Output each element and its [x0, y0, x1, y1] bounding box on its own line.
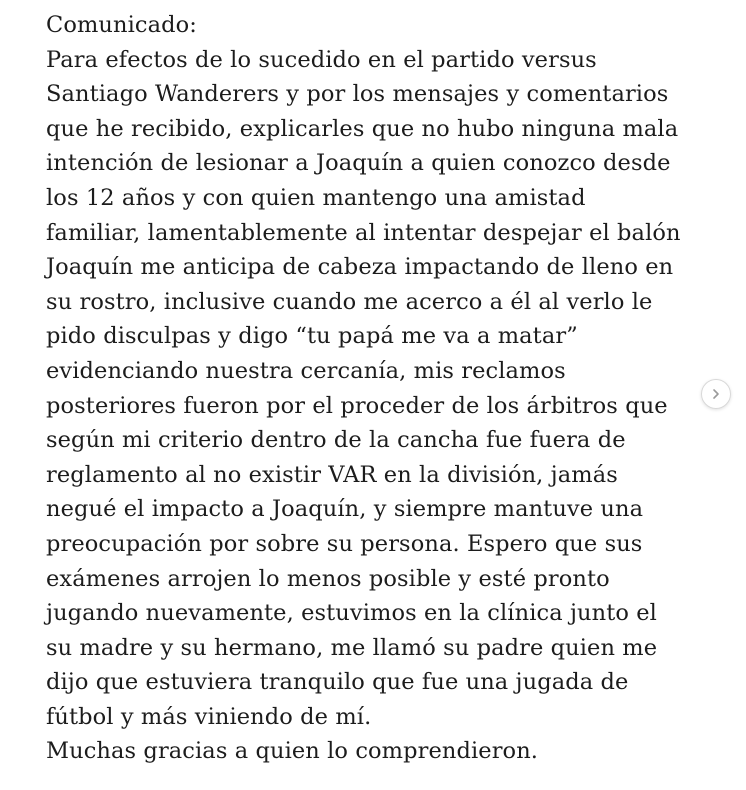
statement-line: exámenes arrojen lo menos posible y esté pronto [46, 565, 610, 592]
statement-line: evidenciando nuestra cercanía, mis reclamos [46, 357, 566, 384]
statement-line: Comunicado: [46, 12, 197, 38]
statement-line: fútbol y más viniendo de mí. [46, 703, 372, 730]
statement-line: pido disculpas y digo “tu papá me va a matar” [46, 323, 578, 350]
statement-line: que he recibido, explicarles que no hubo ninguna mala [46, 115, 679, 142]
carousel-next-button[interactable] [701, 379, 731, 409]
statement-line: su rostro, inclusive cuando me acerco a él al verlo le [46, 288, 653, 315]
statement-line: jugando nuevamente, estuvimos en la clínica junto el [46, 600, 657, 627]
statement-line: los 12 años y con quien mantengo una amistad [46, 184, 586, 211]
chevron-right-icon [710, 388, 722, 400]
statement-line: su madre y su hermano, me llamó su padre quien me [46, 634, 658, 661]
statement-line: reglamento al no existir VAR en la división, jamás [46, 461, 618, 488]
statement-line: Santiago Wanderers y por los mensajes y comentarios [46, 81, 669, 108]
statement-line: negué el impacto a Joaquín, y siempre mantuve una [46, 496, 644, 523]
statement-line: dijo que estuviera tranquilo que fue una jugada de [46, 669, 629, 696]
statement-text [46, 8, 726, 769]
statement-line: Muchas gracias a quien lo comprendieron. [46, 738, 539, 765]
statement-line: familiar, lamentablemente al intentar despejar el balón [46, 219, 681, 246]
statement-line: posteriores fueron por el proceder de los árbitros que [46, 392, 668, 419]
statement-line: según mi criterio dentro de la cancha fue fuera de [46, 427, 626, 454]
statement-line: Para efectos de lo sucedido en el partido versus [46, 46, 597, 73]
statement-line: intención de lesionar a Joaquín a quien conozco desde [46, 150, 671, 177]
statement-line: Joaquín me anticipa de cabeza impactando de lleno en [46, 254, 674, 281]
statement-line: preocupación por sobre su persona. Espero que sus [46, 530, 643, 557]
